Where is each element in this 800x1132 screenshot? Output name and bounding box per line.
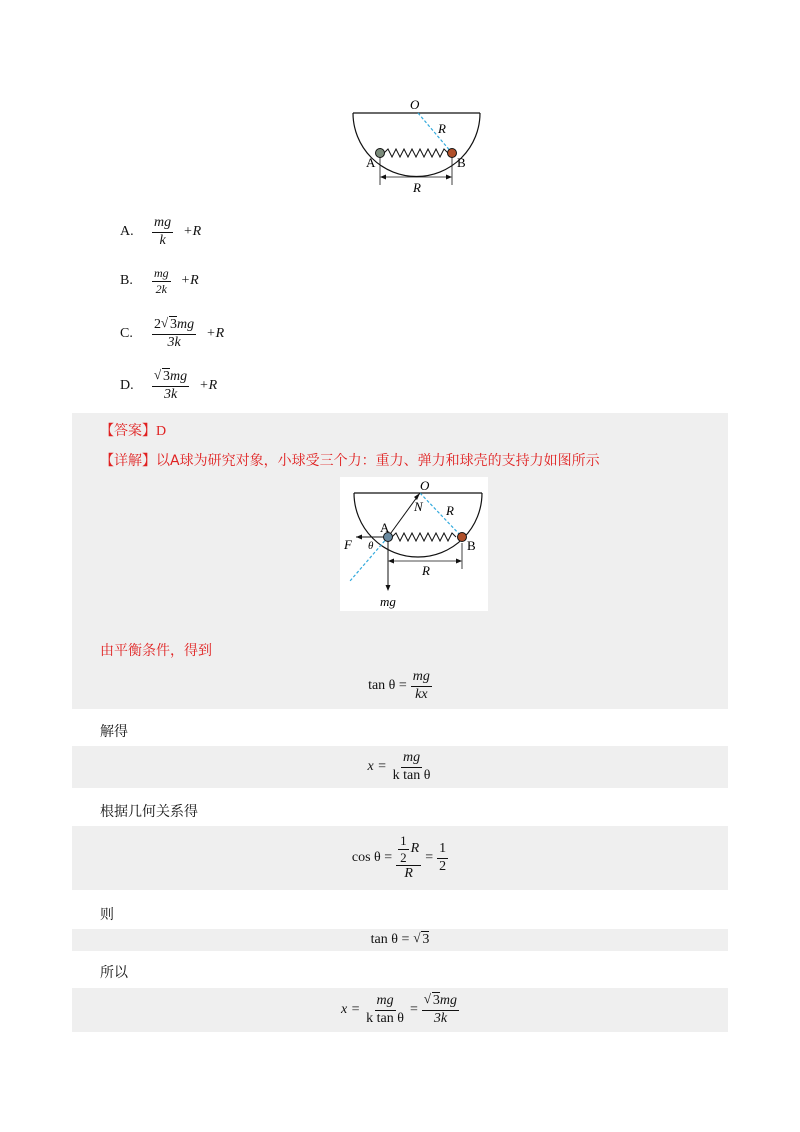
option-d[interactable]: D. √ 3mg 3k +R (120, 367, 218, 402)
label-r-chord: R (422, 563, 430, 578)
option-c[interactable]: C. 2 √ 3mg 3k +R (120, 315, 225, 350)
label-mg: mg (380, 594, 396, 609)
step-text: 解得 (100, 724, 128, 740)
label-a: A (366, 155, 376, 170)
detail-label: 【详解】 (100, 453, 156, 469)
label-r-radius: R (438, 121, 446, 136)
label-n: N (414, 499, 423, 514)
detail-text: 以A球为研究对象，小球受三个力：重力、弹力和球壳的支持力如图所示 (156, 453, 600, 469)
label-b: B (457, 155, 466, 170)
label-f: F (344, 537, 352, 552)
answer-line (100, 420, 166, 440)
step-text: 由平衡条件，得到 (100, 643, 212, 659)
label-o: O (410, 97, 420, 112)
label-r-radius: R (446, 503, 454, 518)
option-b[interactable]: B. $\frac{mg}{2k}$ +R (120, 266, 199, 296)
force-diagram (340, 477, 488, 611)
answer-label: 【答案】 (100, 423, 156, 439)
equation-4: tan θ = √ 3 (72, 929, 728, 951)
label-b: B (467, 538, 476, 553)
label-o: O (420, 478, 430, 493)
label-r-chord: R (413, 180, 421, 195)
equation-1: tan θ = $\frac{mg}{kx}$ (368, 668, 430, 702)
equation-5: x = $\frac{mg}{\text{k tan θ}}$ = √ 3mg 3k (72, 988, 728, 1032)
option-letter: C. (120, 326, 133, 342)
equation-2: x = $\frac{mg}{\text{k tan θ}}$ (72, 746, 728, 788)
option-letter: D. (120, 378, 134, 394)
option-letter: B. (120, 273, 133, 289)
detail-line (100, 450, 600, 470)
step-text: 所以 (100, 965, 128, 981)
step-text: 则 (100, 907, 114, 923)
step-text: 根据几何关系得 (100, 804, 198, 820)
option-letter: A. (120, 224, 134, 240)
equation-3: cos θ = $\frac{1}{2}$ R R = $\frac{1}{2}$ (72, 826, 728, 890)
answer-value: D (156, 424, 167, 439)
option-a[interactable]: A. $\frac{mg}{k}$ +R (120, 215, 202, 248)
label-theta: θ (368, 540, 374, 552)
bowl-figure (340, 95, 490, 200)
label-a: A (380, 520, 390, 535)
